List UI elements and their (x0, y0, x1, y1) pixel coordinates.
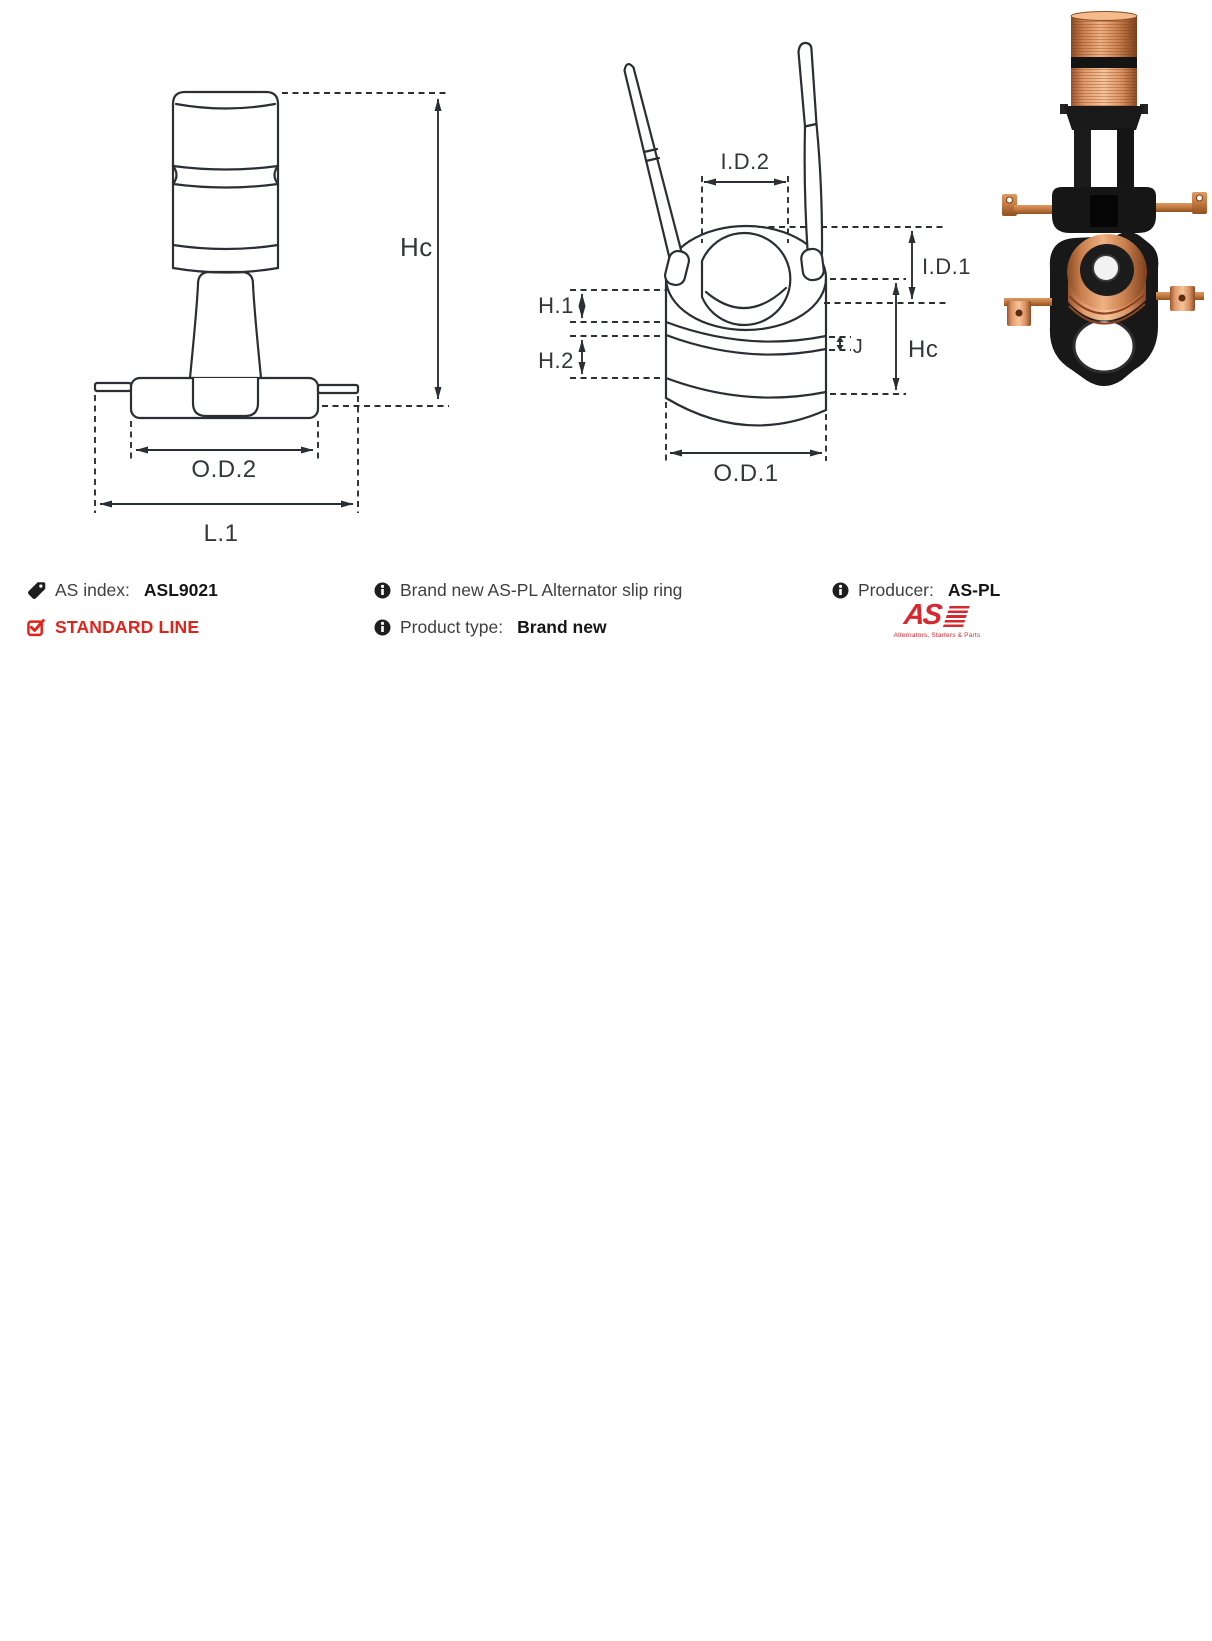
standard-line-row (27, 616, 199, 638)
info-icon (374, 582, 391, 599)
checkbox-checked-icon (27, 618, 46, 637)
dim-label-od2: O.D.2 (191, 456, 257, 483)
dim-label-hc-side: Hc (400, 232, 433, 262)
diagram-perspective-view (538, 43, 971, 487)
photo-side-view (1002, 12, 1207, 234)
diagram-side-view (95, 92, 449, 547)
product-type-row (374, 616, 607, 638)
dim-label-hc-front: Hc (908, 336, 939, 363)
dim-label-l1: L.1 (203, 520, 239, 547)
description-text: Brand new AS-PL Alternator slip ring (400, 579, 683, 600)
dim-label-j: J (852, 336, 864, 358)
photo-top-view (1004, 232, 1204, 386)
dim-label-od1: O.D.1 (713, 460, 779, 487)
description-row (374, 579, 682, 601)
as-pl-logo-text: AS (902, 599, 943, 631)
producer-value: AS-PL (947, 579, 1001, 600)
as-pl-logo-tagline: Alternators, Starters & Parts (893, 632, 981, 639)
producer-label: Producer: (858, 579, 934, 600)
dim-label-h2: H.2 (538, 348, 574, 373)
as-pl-logo-stripes-icon (943, 606, 970, 628)
as-pl-logo (872, 601, 1002, 639)
technical-diagrams (0, 0, 1212, 560)
standard-line-label: STANDARD LINE (55, 616, 200, 637)
tag-icon (27, 581, 46, 600)
product-photo (1002, 12, 1207, 387)
product-type-value: Brand new (517, 616, 607, 637)
dim-label-id1: I.D.1 (922, 254, 971, 279)
dim-label-id2: I.D.2 (720, 149, 770, 174)
info-icon (374, 619, 391, 636)
dim-label-h1: H.1 (538, 293, 574, 318)
as-index-row (27, 579, 218, 601)
info-icon (832, 582, 849, 599)
as-index-value: ASL9021 (143, 579, 218, 600)
product-type-label: Product type: (400, 616, 504, 637)
producer-row (832, 579, 1000, 601)
as-index-label: AS index: (55, 579, 130, 600)
